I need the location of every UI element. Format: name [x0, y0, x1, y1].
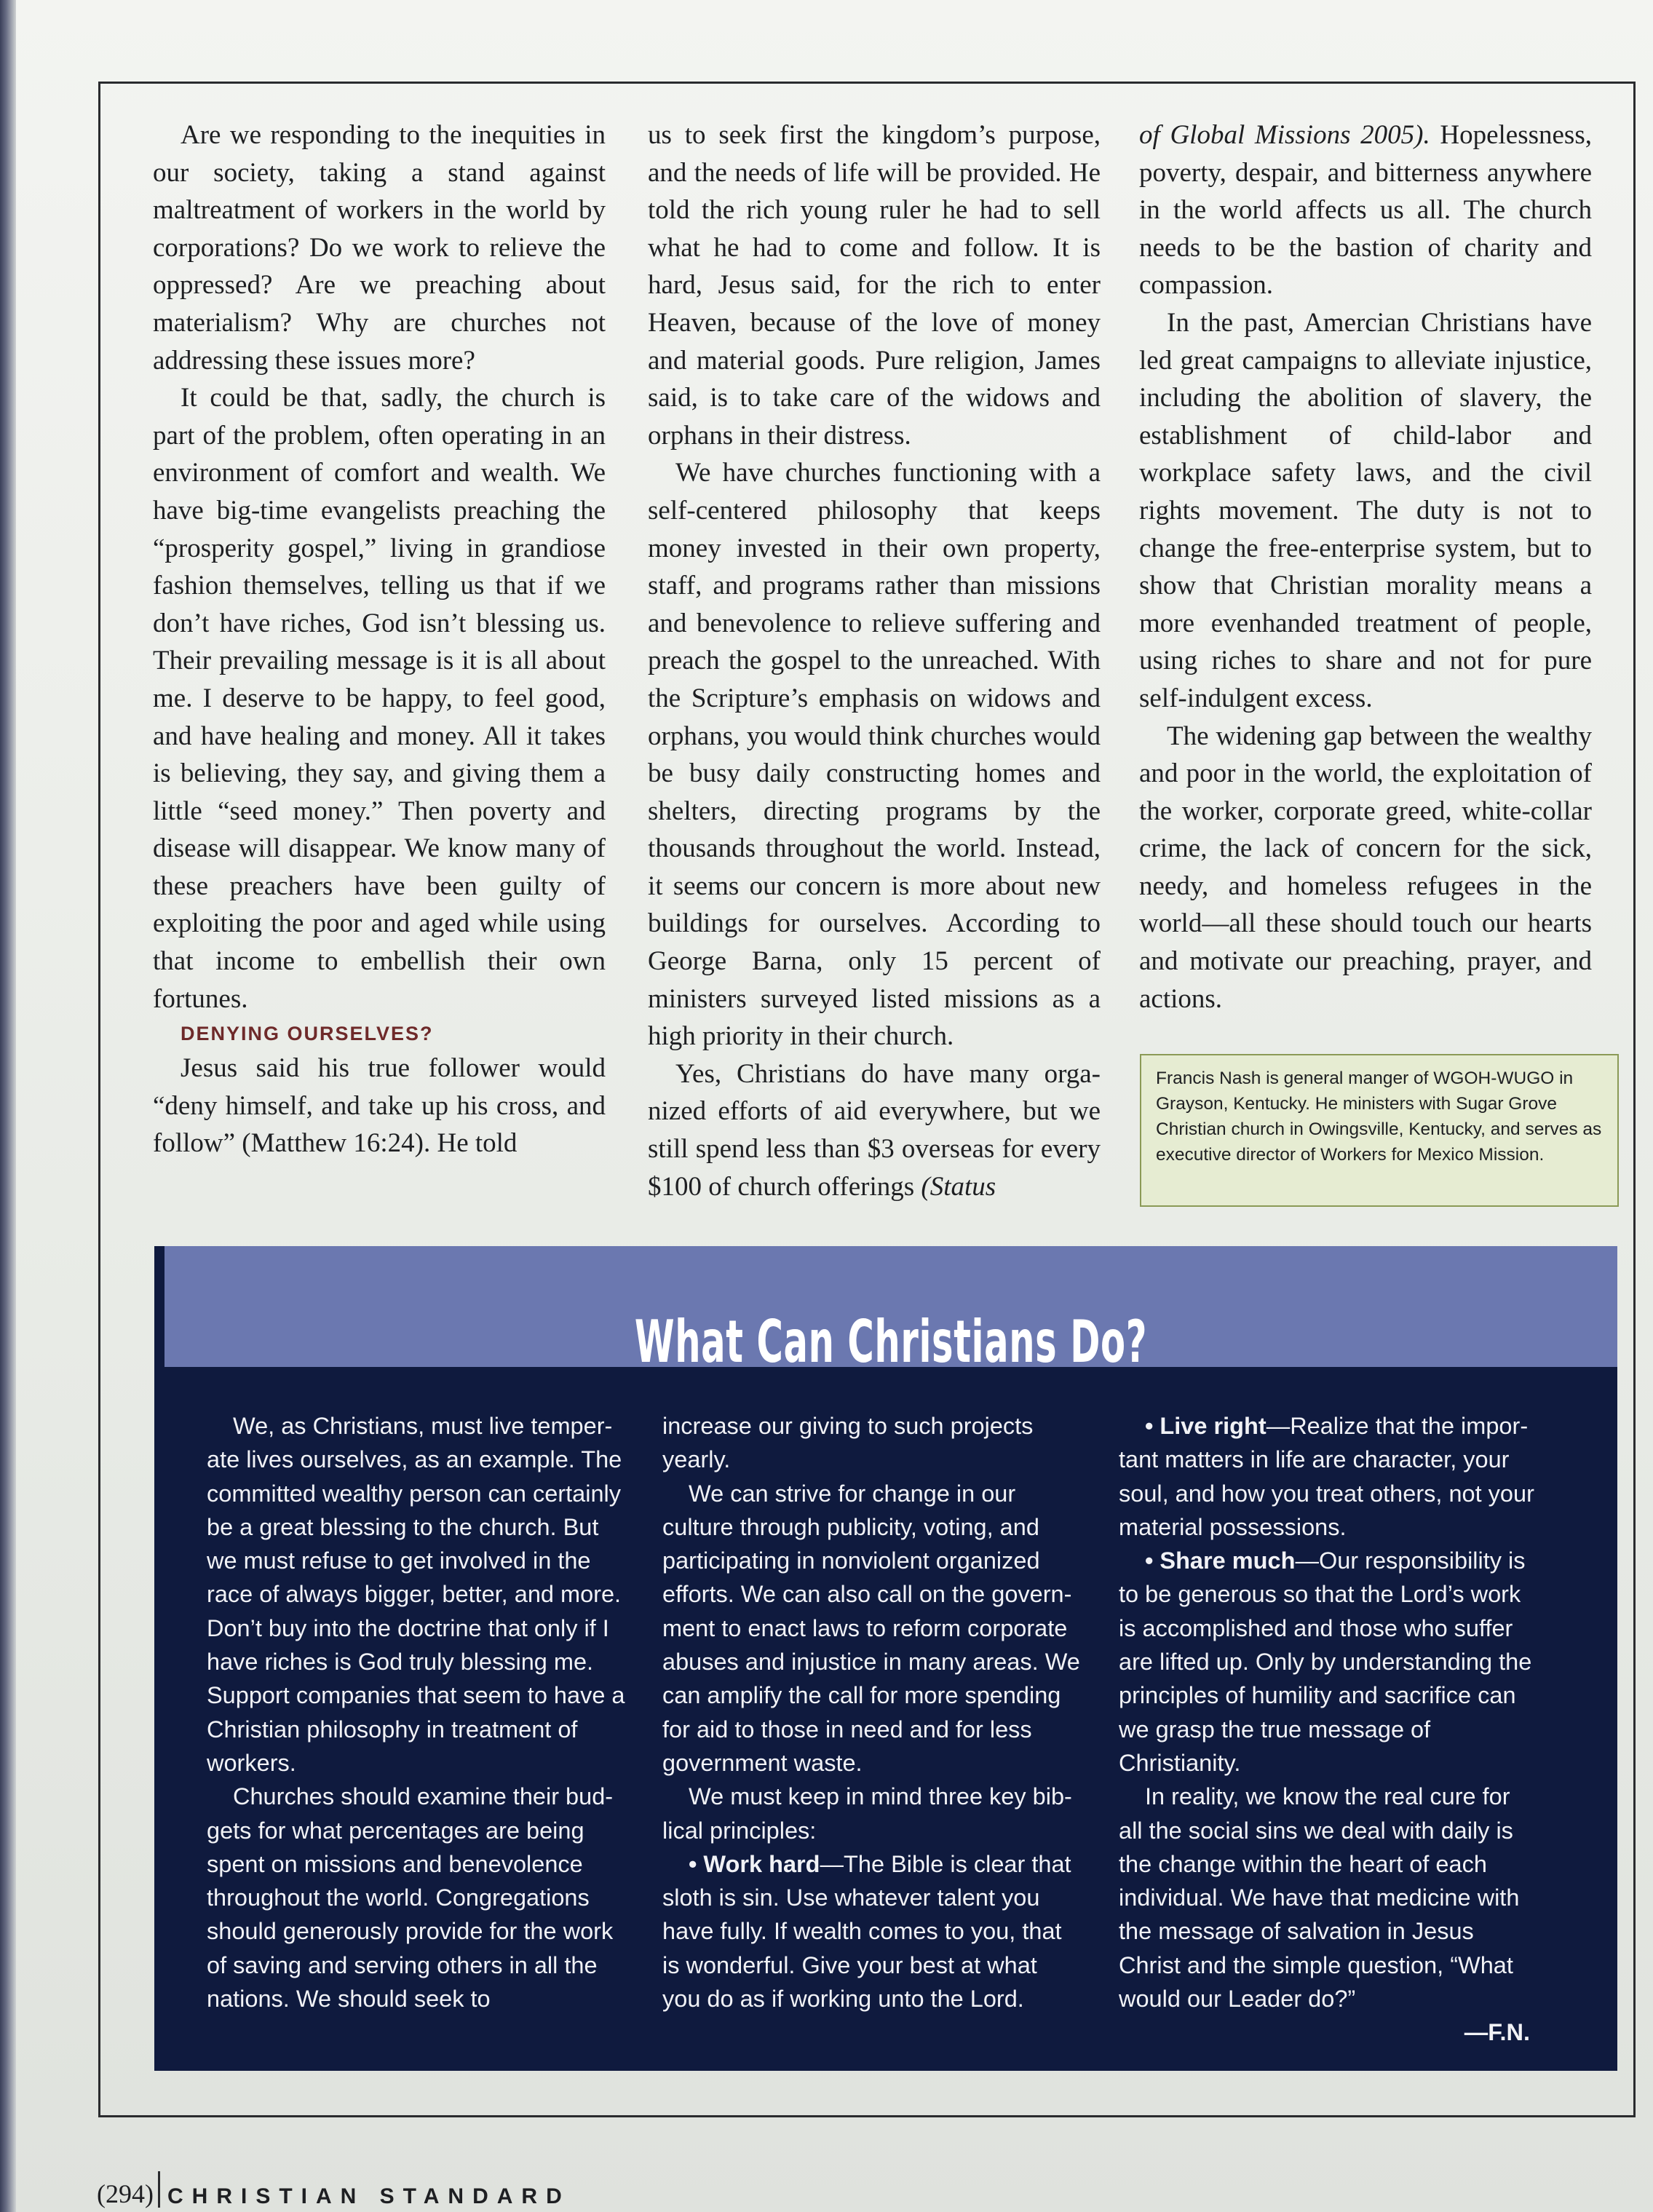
paragraph-text: Yes, Christians do have many organized efforts of aid everywhere, but we still spend less than $3 overseas for every $100 of church offerings — [648, 1058, 1101, 1202]
paragraph: We have churches functioning with a self-centered philosophy that keeps money invested in their own property, staff, and programs rather than missions and benevolence to relieve suffering and preach the gospel to the unreached. With the Scripture’s emphasis on widows and orphans, you would think churches would be busy daily constructing homes and shelters, directing programs by the thousands throughout the world. Instead, it seems our concern is more about new buildings for ourselves. According to George Barna, only 15 percent of ministers surveyed listed missions as a high priority in their church. — [648, 458, 1101, 1052]
sidebar-column-1 — [207, 1409, 625, 2015]
paragraph: Jesus said his true follower would “deny himself, and take up his cross, and follow” (Matthew 16:24). He told — [153, 1053, 606, 1159]
sidebar-paragraph: We, as Christians, must live temperate lives ourselves, as an example. The committed wealthy person can certainly be a great blessing to the church. But we must refuse to get involved in the race of always bigger, better, and more. Don’t buy into the doctrine that only if I have riches is God truly blessing me. Support companies that seem to have a Christian philosophy in treatment of workers. — [207, 1413, 625, 1776]
author-initials: —F.N. — [1464, 2019, 1530, 2046]
article-column-1 — [153, 116, 606, 1162]
sidebar-paragraph: increase our giving to such projects yearly. — [662, 1413, 1034, 1473]
principle-label: • Live right — [1145, 1413, 1266, 1439]
sidebar-title: What Can Christians Do? — [634, 1308, 1148, 1376]
paragraph — [1139, 116, 1592, 304]
paragraph: us to seek first the kingdom’s purpose, and the needs of life will be provided. He told the rich young ruler he had to sell what he had to come and follow. It is hard, Jesus said, for the rich to enter Heaven, because of the love of money and material goods. Pure religion, James said, is to take care of the widows and orphans in their distress. — [648, 120, 1101, 451]
article-column-2 — [648, 116, 1101, 1205]
paragraph: The widening gap between the wealthy and poor in the world, the exploitation of the worker, corporate greed, white-collar crime, the lack of concern for the sick, needy, and homeless refugees in the world—all these should touch our hearts and motivate our preaching, prayer, and actions. — [1139, 721, 1592, 1014]
principle-share-much — [1119, 1544, 1537, 1780]
principle-text: —Our responsibility is to be generous so that the Lord’s work is accomplished and those who suffer are lifted up. Only by understanding the principles of humility and sacrifice can we grasp the true message of Christianity. — [1119, 1547, 1532, 1776]
citation-text: (Status — [921, 1171, 996, 1202]
page-footer — [97, 2165, 571, 2209]
sidebar-box — [154, 1246, 1617, 2071]
article-column-3 — [1139, 116, 1592, 1018]
principle-label: • Work hard — [689, 1850, 820, 1877]
paragraph: It could be that, sadly, the church is part of the problem, often operating in an environment of comfort and wealth. We have big-time evangelists preaching the “prosperity gospel,” living in grandiose fashion themselves, telling us that if we don’t have riches, God isn’t blessing us. Their prevailing message is it is all about me. I deserve to be happy, to feel good, and have healing and money. All it takes is believing, they say, and giving them a little “seed money.” Then poverty and disease will disappear. We know many of these preachers have been guilty of exploiting the poor and aged while using that income to embellish their own fortunes. — [153, 383, 606, 1014]
sidebar-column-3 — [1119, 1409, 1537, 2050]
paragraph: Are we responding to the inequities in our society, taking a stand against maltreatment of workers in the world by corporations? Do we work to relieve the oppressed? Are we preaching about materialism? Why are churches not addressing these issues more? — [153, 120, 606, 376]
principle-live-right — [1119, 1409, 1537, 1544]
principle-text: —Realize that the important matters in life are character, your soul, and how you treat others, not your material possessions. — [1119, 1413, 1534, 1540]
sidebar-paragraph: We can strive for change in our culture through publicity, voting, and participating in nonviolent organized efforts. We can also call on the government to enact laws to reform corporate abuses and injustice in many areas. We can amplify the call for more spending for aid to those in need and for less government waste. — [662, 1480, 1080, 1776]
sidebar-column-2 — [662, 1409, 1081, 2015]
principle-text: —The Bible is clear that sloth is sin. Use whatever talent you have fully. If wealth comes to you, that is wonderful. Give your best at what you do as if working unto the Lord. — [662, 1850, 1071, 2013]
magazine-name: CHRISTIAN STANDARD — [167, 2184, 571, 2208]
citation-text: of Global Missions 2005). — [1139, 120, 1430, 150]
sidebar-paragraph: Churches should examine their budgets for what percentages are being spent on missions and benevolence throughout the world. Congregations should generously provide for the work of saving and serving others in all the nations. We should seek to — [207, 1783, 614, 2013]
author-bio-box: Francis Nash is general manger of WGOH-WUGO in Grayson, Kentucky. He ministers with Sugar Grove Christian church in Owingsville, Kentucky, and serves as executive director of Workers for Mexico Mission. — [1140, 1054, 1619, 1207]
paragraph: In the past, Amercian Christians have led great campaigns to alleviate injustice, including the abolition of slavery, the establishment of child-labor and workplace safety laws, and the civil rights movement. The duty is not to change the free-enterprise system, but to show that Christian morality means a more evenhanded treatment of people, using riches to share and not for pure self-indulgent excess. — [1139, 307, 1592, 713]
principle-label: • Share much — [1145, 1547, 1296, 1574]
principle-work-hard — [662, 1847, 1081, 2015]
book-spine-edge — [0, 0, 16, 2212]
sidebar-paragraph: We must keep in mind three key biblical principles: — [662, 1783, 1072, 1844]
sidebar-header — [164, 1246, 1617, 1376]
section-subhead: DENYING OURSELVES? — [181, 1023, 434, 1045]
paragraph — [648, 1055, 1101, 1205]
paragraph-text: Hopelessness, poverty, despair, and bitterness anywhere in the world affects us all. The church needs to be the bastion of charity and compassion. — [1139, 120, 1592, 301]
page-number: (294) — [97, 2179, 154, 2208]
sidebar-paragraph: In reality, we know the real cure for all the social sins we deal with daily is the change within the heart of each individual. We have that medicine with the message of salvation in Jesus Christ and the simple question, “What would our Leader do?” — [1119, 1783, 1520, 2013]
footer-divider — [158, 2171, 160, 2208]
